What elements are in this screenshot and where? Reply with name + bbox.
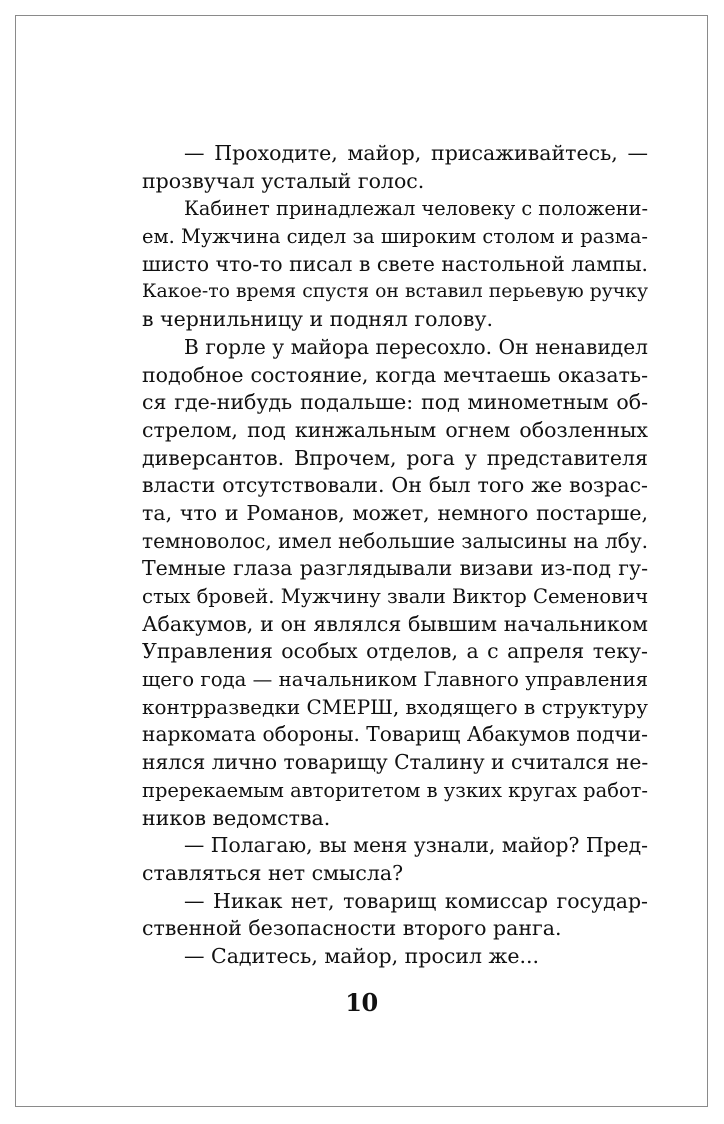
- text-line: Кабинет принадлежал человеку с положени-: [184, 197, 648, 221]
- text-line: диверсантов. Впрочем, рога у представителя: [142, 445, 648, 470]
- text-line: — Проходите, майор, присаживайтесь, —: [184, 141, 648, 165]
- text-line: Какое-то время спустя он вставил перьевую ручку: [142, 281, 648, 303]
- text-line: — Полагаю, вы меня узнали, майор? Пред-: [184, 833, 648, 858]
- page-number: 10: [345, 988, 378, 1017]
- text-line: прозвучал усталый голос.: [142, 168, 425, 193]
- text-line: та, что и Романов, может, немного постарше,: [142, 500, 648, 525]
- text-line: ников ведомства.: [142, 805, 331, 830]
- text-line: щего года — начальником Главного управления: [142, 668, 648, 692]
- text-line: ем. Мужчина сидел за широким столом и разма-: [142, 225, 648, 249]
- text-line: в чернильницу и поднял голову.: [142, 307, 493, 332]
- text-line: Управления особых отделов, а с апреля теку-: [142, 639, 648, 664]
- book-page: [15, 15, 708, 1107]
- text-line: Темные глаза разглядывали визави из-под гу-: [142, 556, 648, 581]
- text-line: ственной безопасности второго ранга.: [142, 916, 562, 941]
- text-line: В горле у майора пересохло. Он ненавидел: [184, 334, 648, 359]
- body-text: [142, 140, 648, 971]
- text-line: темноволос, имел небольшие залысины на лбу.: [142, 528, 648, 553]
- text-line: — Садитесь, майор, просил же...: [184, 943, 540, 968]
- text-line: пререкаемым авторитетом в узких кругах работ-: [142, 778, 648, 802]
- text-line: подобное состояние, когда мечтаешь оказать-: [142, 362, 648, 387]
- text-line: Абакумов, и он являлся бывшим начальником: [142, 611, 648, 636]
- text-line: власти отсутствовали. Он был того же возрас-: [142, 473, 648, 498]
- text-line: ся где-нибудь подальше: под минометным об-: [142, 390, 648, 415]
- text-line: контрразведки СМЕРШ, входящего в структуру: [142, 694, 648, 719]
- text-line: наркомата обороны. Товарищ Абакумов подчи-: [142, 722, 648, 747]
- text-line: — Никак нет, товарищ комиссар государ-: [184, 888, 648, 913]
- text-line: стых бровей. Мужчину звали Виктор Семенович: [142, 585, 649, 608]
- text-line: ставляться нет смысла?: [142, 860, 404, 885]
- text-line: шисто что-то писал в свете настольной лампы.: [142, 251, 648, 276]
- text-line: стрелом, под кинжальным огнем обозленных: [142, 417, 648, 442]
- text-line: нялся лично товарищу Сталину и считался не-: [142, 750, 649, 775]
